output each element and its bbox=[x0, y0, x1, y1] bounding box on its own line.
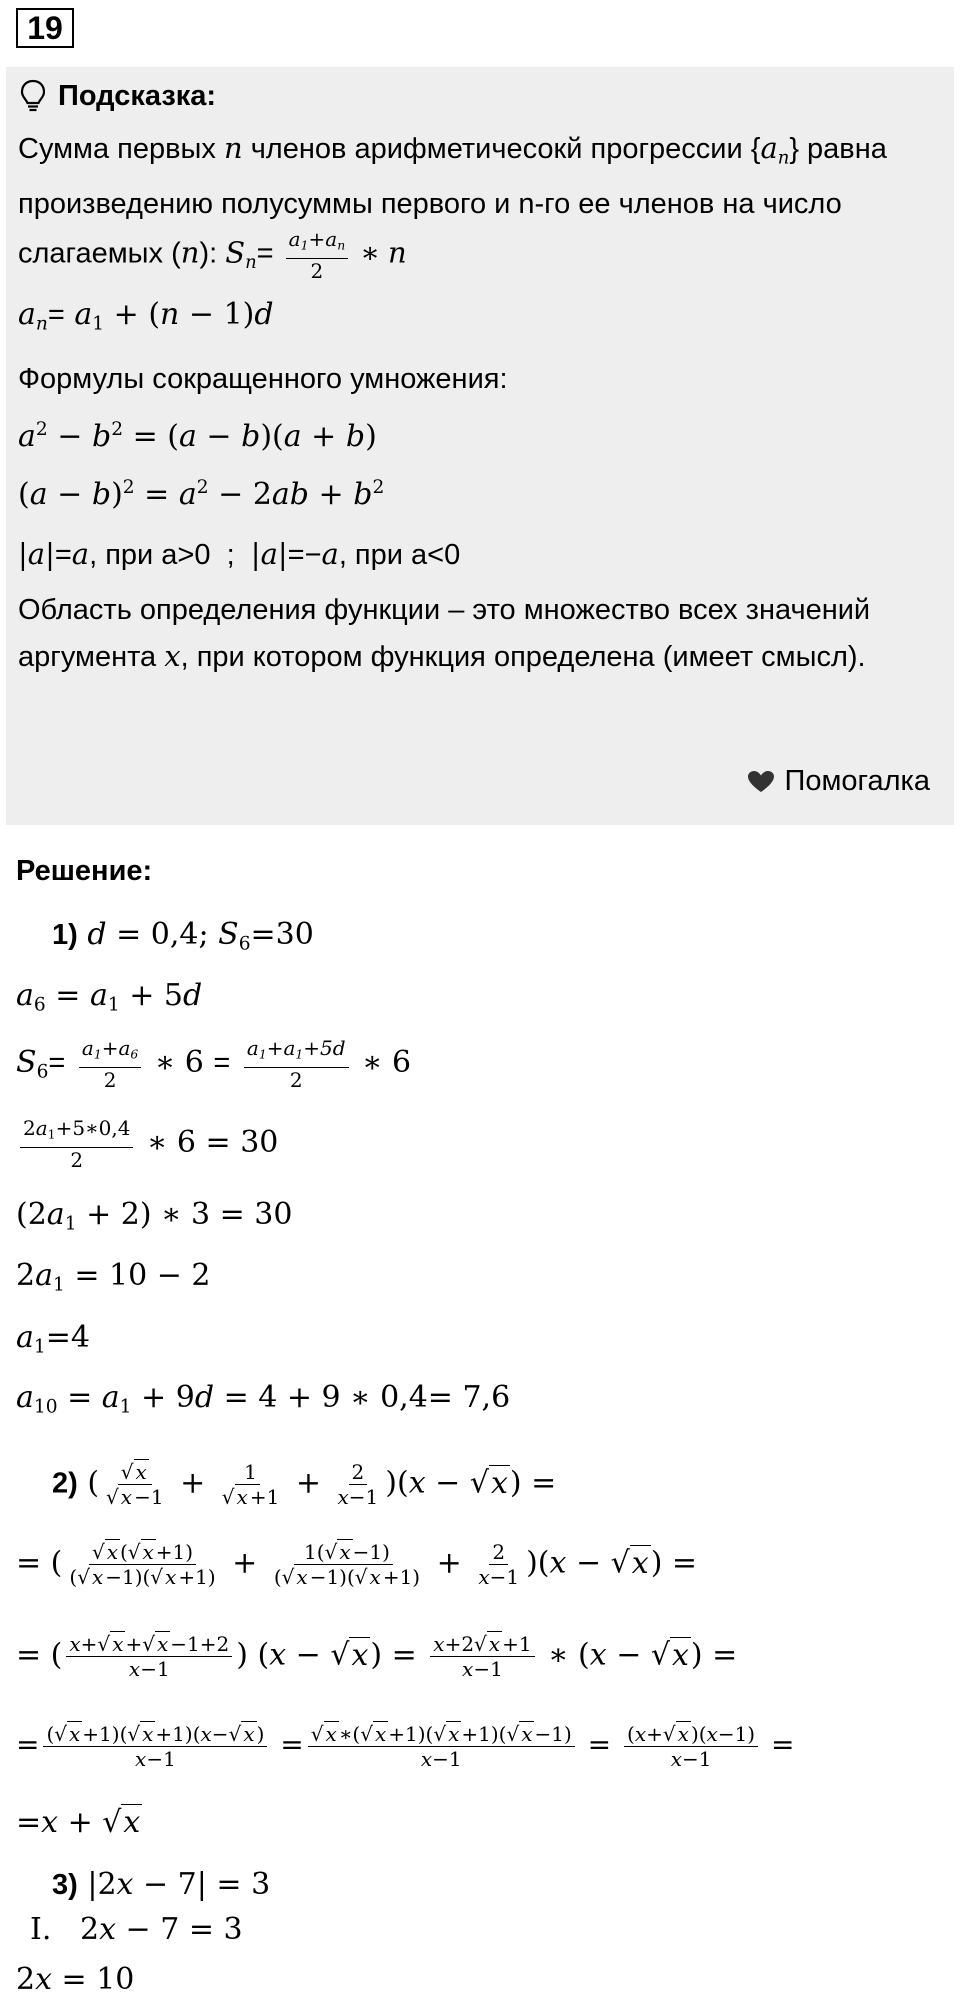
part2-line2: = ( $\frac{√ x (√ x +1)}{(√ x -1)(√ x +1)}$ + $\frac{1(√ x -1)}{(√ x -1)(√ x +1)}$ + $\frac{2}{x-1}$ )(x − √x) = bbox=[16, 1540, 698, 1589]
part2-line3: = ( $\frac{x+√ x +√ x -1+2}{x-1}$ ) (x − √x) = $\frac{x+2√ x +1}{x-1}$ ∗ (x − √x) = bbox=[16, 1632, 738, 1681]
heart-icon bbox=[747, 770, 775, 794]
hint-box bbox=[6, 67, 954, 825]
domain-definition-text: Область определения функции – это множество всех значений аргумента x, при котором функция определена (имеет смысл). bbox=[18, 594, 871, 673]
hint-title: Подсказка: bbox=[58, 79, 217, 112]
part1-line2: $S_6=$ $\frac{a_1+a_6}{2}$ ∗ 6 = $\frac{a_1+a_1+5d}{2}$ ∗ 6 bbox=[16, 1036, 412, 1092]
part3-line2: 2x = 10 bbox=[16, 1962, 135, 1997]
part1-line3: $\frac{2a_1+5∗0,4}{2}$ ∗ 6 = 30 bbox=[16, 1116, 278, 1172]
helper-label: Помогалка bbox=[784, 765, 930, 797]
part3-line1: I. 2x − 7 = 3 bbox=[30, 1912, 243, 1947]
formula-nth-term: $a_n= a_1 + (n - 1)d$ bbox=[18, 297, 274, 335]
part1-given: 1) d = 0,4; $S_6=30$ bbox=[52, 917, 314, 955]
formula-square-of-difference: $(a - b)^2 = a^2 - 2ab + b^2$ bbox=[18, 477, 385, 512]
part2-line1: 2) ( $\frac{√ x}{√ x -1}$ + $\frac{1}{√ x +1}$ + $\frac{2}{x-1}$ )(x − √x) = bbox=[52, 1460, 557, 1509]
helper-credit bbox=[747, 765, 930, 798]
part1-line6: $a_1=4$ bbox=[16, 1320, 90, 1358]
hint-header bbox=[20, 79, 216, 113]
part1-line1: $a_6 = a_1 + 5d$ bbox=[16, 978, 203, 1016]
mult-formulas-title: Формулы сокращенного умножения: bbox=[18, 363, 508, 395]
part1-line5: $2a_1 = 10 - 2$ bbox=[16, 1258, 211, 1296]
part1-line7: $a_{10} = a_1 + 9d = 4 + 9$ ∗ 0,4= 7,6 bbox=[16, 1380, 511, 1418]
hint-progression-text: Сумма первых n членов арифметичесокй прогрессии $\{a_n\}$ равна произведению полусуммы первого и n-го ее членов на число слагаемых (n): $S_n=$ $\frac{a_1+a_n}{2}$ ∗ n bbox=[18, 131, 887, 284]
part2-line5: =x + √x bbox=[16, 1805, 141, 1840]
solution-title: Решение: bbox=[16, 855, 153, 887]
lightbulb-icon bbox=[20, 79, 46, 113]
part1-line4: $(2a_1 + 2)$ ∗ 3 = 30 bbox=[16, 1197, 293, 1235]
absolute-value-rule: |a|=a, при a>0 ; |a|=−a, при a<0 bbox=[18, 537, 461, 571]
part3-given: 3) |2x − 7| = 3 bbox=[52, 1867, 271, 1902]
part2-line4: = $\frac{(√ x +1)(√ x +1)(x-√ x )}{x-1}$ = $\frac{√ x ∗(√ x +1)(√ x +1)(√ x -1)}{x-1}$ = $\frac{(x+√ x )(x-1)}{x-1}$ = bbox=[16, 1722, 795, 1771]
task-number: 19 bbox=[16, 8, 74, 48]
formula-difference-of-squares: $a^2 - b^2 = (a - b)(a + b)$ bbox=[18, 419, 377, 454]
